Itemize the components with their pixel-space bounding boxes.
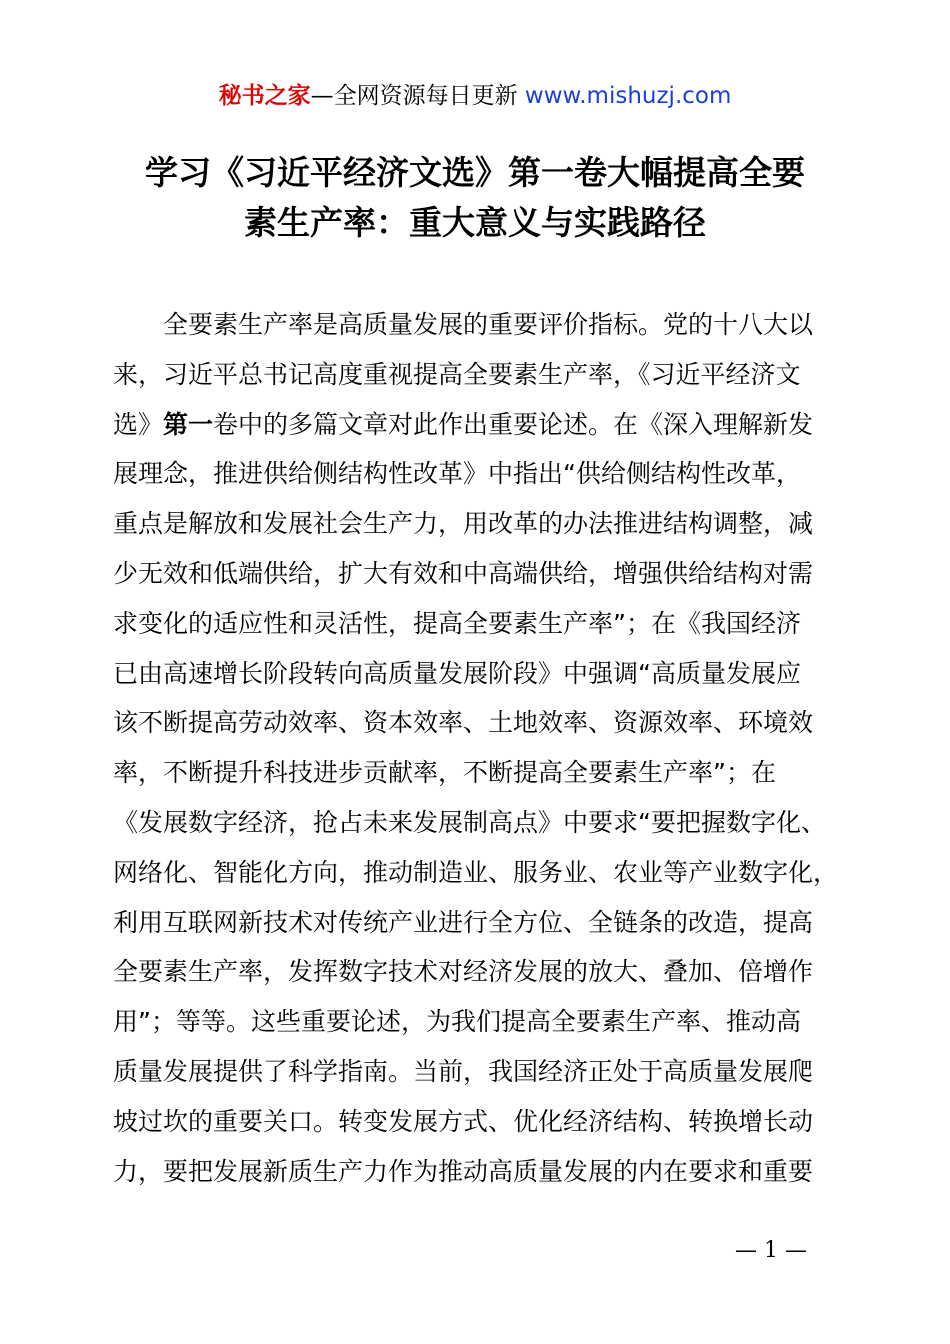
body-line: 率，不断提升科技进步贡献率，不断提高全要素生产率”；在 <box>113 758 776 788</box>
site-header <box>0 80 950 112</box>
body-text-segment: 选》 <box>113 409 164 439</box>
body-bold-text: 第一 <box>163 409 214 439</box>
body-line: 利用互联网新技术对传统产业进行全方位、全链条的改造，提高 <box>113 907 814 937</box>
body-line: 全要素生产率，发挥数字技术对经济发展的放大、叠加、倍增作 <box>113 957 814 987</box>
body-line: 该不断提高劳动效率、资本效率、土地效率、资源效率、环境效 <box>113 708 814 738</box>
body-line: 网络化、智能化方向，推动制造业、服务业、农业等产业数字化， <box>113 857 839 887</box>
body-line: 重点是解放和发展社会生产力，用改革的办法推进结构调整，减 <box>113 509 814 539</box>
body-line: 《发展数字经济，抢占未来发展制高点》中要求“要把握数字化、 <box>113 807 826 837</box>
body-line: 全要素生产率是高质量发展的重要评价指标。党的十八大以 <box>113 310 814 339</box>
body-line: 力，要把发展新质生产力作为推动高质量发展的内在要求和重要 <box>113 1156 814 1186</box>
body-line: 少无效和低端供给，扩大有效和中高端供给，增强供给结构对需 <box>113 558 814 588</box>
body-line: 坡过坎的重要关口。转变发展方式、优化经济结构、转换增长动 <box>113 1106 814 1136</box>
site-name: 秘书之家 <box>218 83 311 109</box>
body-line: 已由高速增长阶段转向高质量发展阶段》中强调“高质量发展应 <box>113 658 801 688</box>
body-line <box>113 400 853 450</box>
page-number: — 1 — <box>735 1238 807 1263</box>
site-url-link[interactable]: www.mishuzj.com <box>524 83 732 109</box>
body-line: 质量发展提供了科学指南。当前，我国经济正处于高质量发展爬 <box>113 1056 814 1086</box>
body-line: 展理念，推进供给侧结构性改革》中指出“供给侧结构性改革， <box>113 459 801 489</box>
document-title <box>60 148 890 248</box>
body-line: 求变化的适应性和灵活性，提高全要素生产率”；在《我国经济 <box>113 608 801 638</box>
site-tagline: —全网资源每日更新 <box>310 83 518 109</box>
body-paragraph <box>113 300 853 1196</box>
body-line: 用”；等等。这些重要论述，为我们提高全要素生产率、推动高 <box>113 1007 801 1037</box>
body-line: 来，习近平总书记高度重视提高全要素生产率，《习近平经济文 <box>113 359 801 389</box>
title-line-2: 素生产率：重大意义与实践路径 <box>244 203 706 242</box>
body-text-segment: 卷中的多篇文章对此作出重要论述。在《深入理解新发 <box>213 409 814 439</box>
title-line-1: 学习《习近平经济文选》第一卷大幅提高全要 <box>145 153 805 192</box>
